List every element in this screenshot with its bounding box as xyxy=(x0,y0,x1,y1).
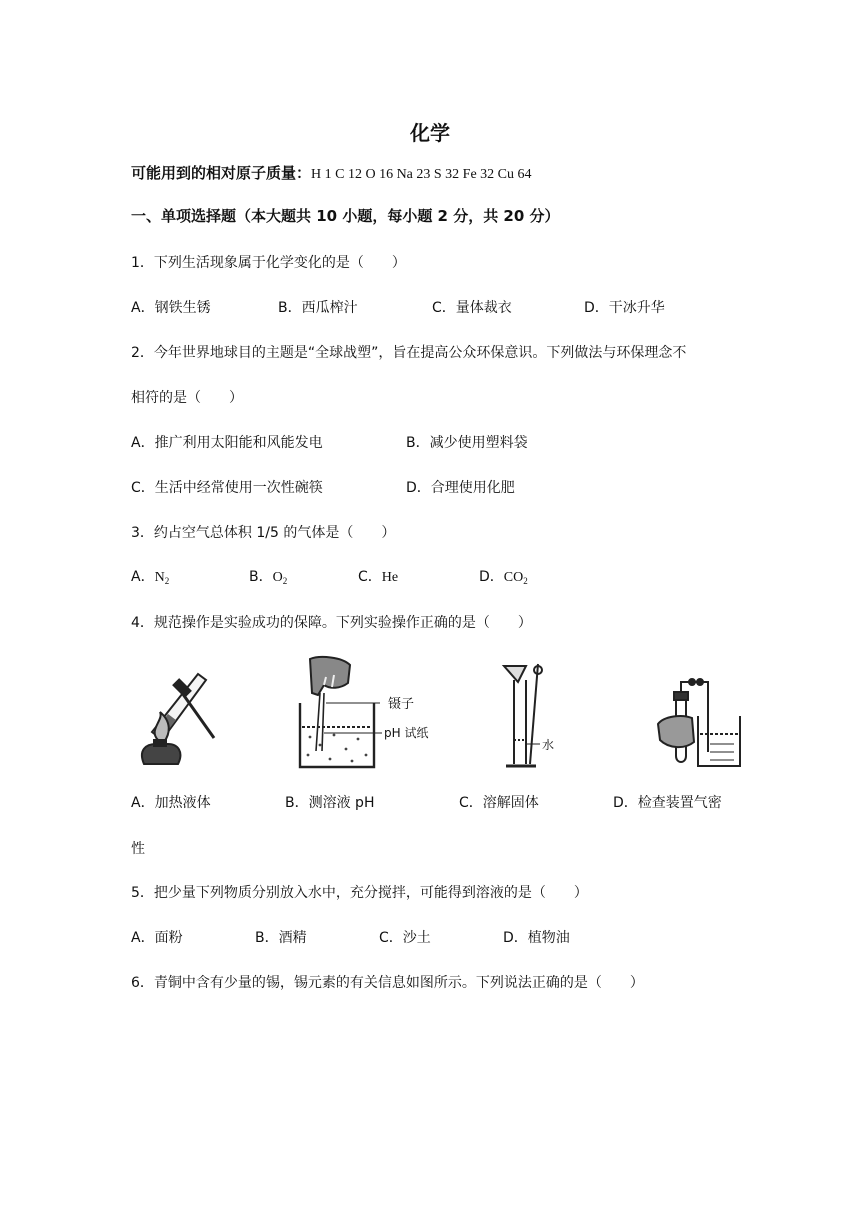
q3-option-b-formula: O xyxy=(272,570,283,585)
question-5-stem: 5．把少量下列物质分别放入水中，充分搅拌，可能得到溶液的是（ ） xyxy=(131,885,588,901)
q3-option-a xyxy=(131,568,169,590)
q3-option-b xyxy=(249,568,287,590)
q4-option-c: C．溶解固体 xyxy=(459,795,539,811)
q1-option-a: A．钢铁生锈 xyxy=(131,300,211,316)
q2-option-c: C．生活中经常使用一次性碗筷 xyxy=(131,480,323,496)
figure-check-airtightness xyxy=(654,660,746,772)
question-3-stem: 3．约占空气总体积 1/5 的气体是（ ） xyxy=(131,525,396,541)
label-ph-paper: pH 试纸 xyxy=(384,726,429,740)
q3-option-c-formula: He xyxy=(381,570,399,585)
q1-option-c: C．量体裁衣 xyxy=(432,300,512,316)
q1-option-b: B．西瓜榨汁 xyxy=(278,300,358,316)
q5-option-a: A．面粉 xyxy=(131,930,183,946)
question-2-stem-line1: 2．今年世界地球目的主题是“全球战塑”，旨在提高公众环保意识。下列做法与环保理念不 xyxy=(131,345,687,361)
q3-option-c xyxy=(358,568,398,587)
q3-option-b-sub: 2 xyxy=(282,576,288,586)
q5-option-d: D．植物油 xyxy=(503,930,570,946)
q4-option-a: A．加热液体 xyxy=(131,795,211,811)
q2-option-b: B．减少使用塑料袋 xyxy=(406,435,528,451)
q2-option-a: A．推广利用太阳能和风能发电 xyxy=(131,435,323,451)
label-water: 水 xyxy=(542,738,555,752)
q4-option-b: B．测溶液 pH xyxy=(285,795,375,811)
q4-option-d: D．检查装置气密 xyxy=(613,795,722,811)
q4-option-d-wrap: 性 xyxy=(131,841,145,857)
question-4-stem: 4．规范操作是实验成功的保障。下列实验操作正确的是（ ） xyxy=(131,615,532,631)
q3-option-b-prefix: B． xyxy=(249,569,273,585)
q1-option-d: D．干冰升华 xyxy=(584,300,665,316)
q3-option-d-prefix: D． xyxy=(479,569,504,585)
q3-option-d-sub: 2 xyxy=(523,576,528,586)
q3-option-a-prefix: A． xyxy=(131,569,155,585)
question-2-stem-line2: 相符的是（ ） xyxy=(131,390,243,406)
page-title: 化学 xyxy=(410,121,450,145)
figure-heating-liquid xyxy=(130,660,220,772)
figure-measure-ph xyxy=(290,655,429,773)
atomic-mass-line xyxy=(131,164,532,184)
q5-option-c: C．沙土 xyxy=(379,930,431,946)
q3-option-a-formula: N xyxy=(154,570,165,585)
figure-dissolve-solid xyxy=(500,660,580,772)
atomic-mass-values: H 1 C 12 O 16 Na 23 S 32 Fe 32 Cu 64 xyxy=(311,167,532,182)
q2-option-d: D．合理使用化肥 xyxy=(406,480,515,496)
question-6-stem: 6．青铜中含有少量的锡，锡元素的有关信息如图所示。下列说法正确的是（ ） xyxy=(131,975,644,991)
section-heading: 一、单项选择题（本大题共 10 小题，每小题 2 分，共 20 分） xyxy=(131,207,560,225)
q3-option-d-formula: CO xyxy=(503,570,524,585)
question-1-stem: 1．下列生活现象属于化学变化的是（ ） xyxy=(131,255,406,271)
atomic-mass-label: 可能用到的相对原子质量： xyxy=(131,164,312,182)
q5-option-b: B．酒精 xyxy=(255,930,307,946)
q3-option-c-prefix: C． xyxy=(358,569,382,585)
label-tweezers: 镊子 xyxy=(388,697,415,712)
q3-option-a-sub: 2 xyxy=(164,576,170,586)
q3-option-d xyxy=(479,568,528,590)
